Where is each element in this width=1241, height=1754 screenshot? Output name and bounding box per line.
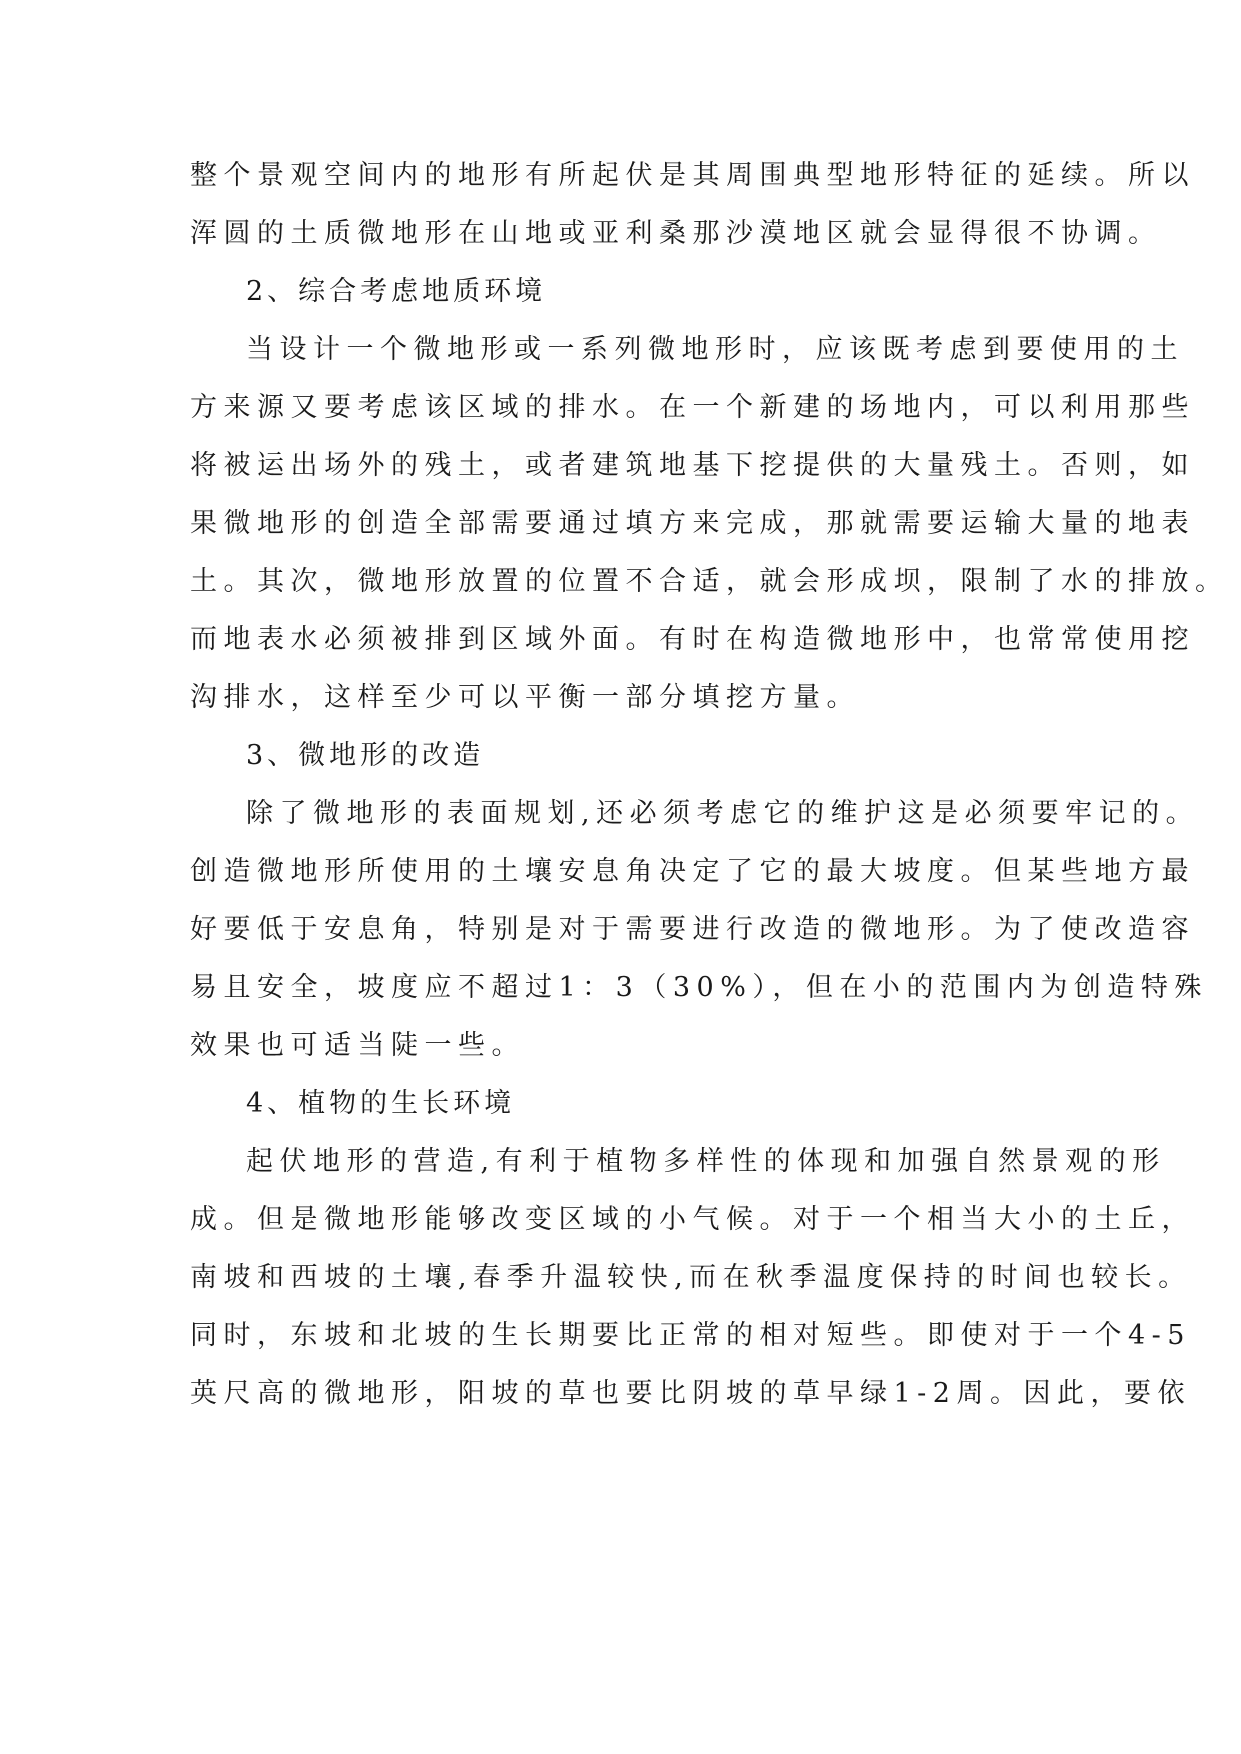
paragraph-line: 浑圆的土质微地形在山地或亚利桑那沙漠地区就会显得很不协调。: [190, 218, 1162, 249]
paragraph-line: 整个景观空间内的地形有所起伏是其周围典型地形特征的延续。所以: [190, 160, 1195, 191]
section-heading: 3、微地形的改造: [246, 740, 485, 771]
section-heading: 4、植物的生长环境: [246, 1088, 516, 1119]
paragraph-line: 效果也可适当陡一些。: [190, 1030, 525, 1061]
section-heading: 2、综合考虑地质环境: [246, 276, 547, 307]
paragraph-line: 成。但是微地形能够改变区域的小气候。对于一个相当大小的土丘，: [190, 1204, 1195, 1235]
paragraph-line: 创造微地形所使用的土壤安息角决定了它的最大坡度。但某些地方最: [190, 856, 1195, 887]
paragraph-line: 易且安全，坡度应不超过1：3（30%），但在小的范围内为创造特殊: [190, 972, 1208, 1003]
paragraph-line: 除了微地形的表面规划,还必须考虑它的维护这是必须要牢记的。: [246, 798, 1200, 829]
paragraph-line: 果微地形的创造全部需要通过填方来完成，那就需要运输大量的地表: [190, 508, 1195, 539]
paragraph-line: 将被运出场外的残土，或者建筑地基下挖提供的大量残土。否则，如: [190, 450, 1195, 481]
paragraph-line: 好要低于安息角，特别是对于需要进行改造的微地形。为了使改造容: [190, 914, 1195, 945]
paragraph-line: 同时，东坡和北坡的生长期要比正常的相对短些。即使对于一个4-5: [190, 1320, 1191, 1351]
paragraph-line: 南坡和西坡的土壤,春季升温较快,而在秋季温度保持的时间也较长。: [190, 1262, 1192, 1293]
paragraph-line: 而地表水必须被排到区域外面。有时在构造微地形中，也常常使用挖: [190, 624, 1195, 655]
paragraph-line: 当设计一个微地形或一系列微地形时，应该既考虑到要使用的土: [246, 334, 1184, 365]
paragraph-line: 沟排水，这样至少可以平衡一部分填挖方量。: [190, 682, 860, 713]
paragraph-line: 起伏地形的营造,有利于植物多样性的体现和加强自然景观的形: [246, 1146, 1166, 1177]
paragraph-line: 方来源又要考虑该区域的排水。在一个新建的场地内，可以利用那些: [190, 392, 1195, 423]
paragraph-line: 土。其次，微地形放置的位置不合适，就会形成坝，限制了水的排放。: [190, 566, 1229, 597]
paragraph-line: 英尺高的微地形，阳坡的草也要比阴坡的草早绿1-2周。因此，要依: [190, 1378, 1191, 1409]
